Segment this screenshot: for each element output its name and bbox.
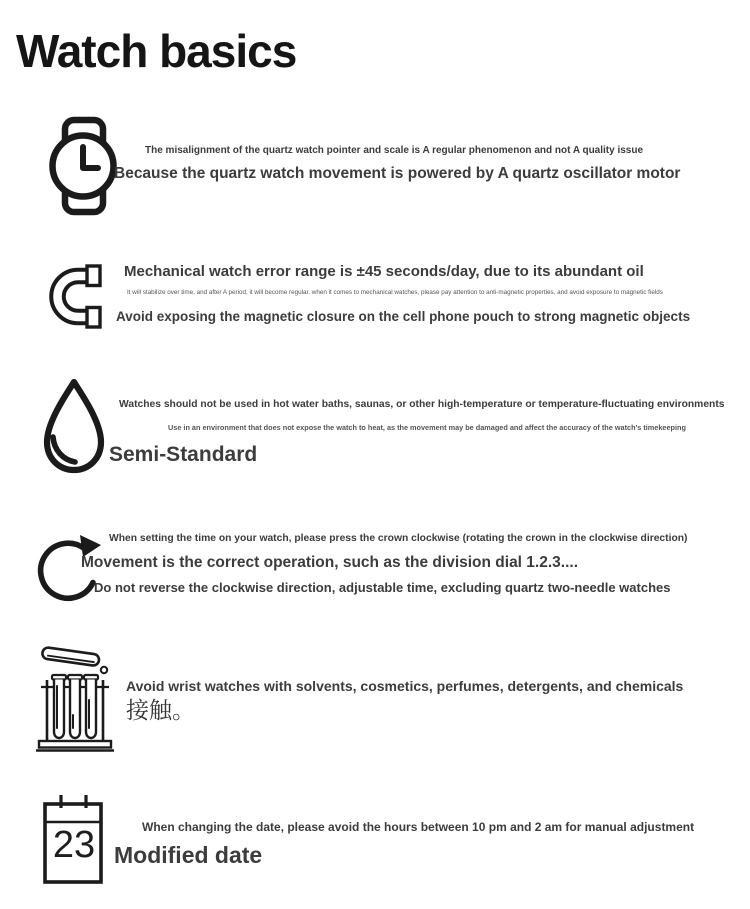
test-tubes-icon	[34, 642, 116, 754]
magnet-icon	[36, 262, 120, 332]
calendar-day-number: 23	[52, 824, 96, 866]
heat-warning-note: Watches should not be used in hot water baths, saunas, or other high-temperature or temperature-fluctuating environments	[119, 399, 725, 410]
water-drop-icon	[37, 376, 111, 478]
quartz-misalignment-note: The misalignment of the quartz watch pointer and scale is A regular phenomenon and not A quality issue	[145, 145, 644, 156]
contact-cjk-text: 接触。	[126, 697, 195, 723]
quartz-movement-note: Because the quartz watch movement is powered by A quartz oscillator motor	[114, 165, 681, 182]
no-reverse-note: Do not reverse the clockwise direction, adjustable time, excluding quartz two-needle watches	[94, 580, 671, 595]
semi-standard-label: Semi-Standard	[109, 443, 258, 466]
date-change-note: When changing the date, please avoid the hours between 10 pm and 2 am for manual adjustment	[142, 820, 695, 834]
magnet-stabilize-note: It will stabilize over time, and after A period, it will become regular. when it comes to mechanical watches, please pay attention to anti-magnetic properties, and avoid exposure to magnetic fields	[127, 289, 663, 296]
magnet-avoid-note: Avoid exposing the magnetic closure on the cell phone pouch to strong magnetic objects	[116, 309, 691, 324]
page-title: Watch basics	[16, 25, 297, 77]
movement-operation-note: Movement is the correct operation, such as the division dial 1.2.3....	[81, 554, 578, 571]
modified-date-label: Modified date	[114, 842, 263, 868]
chemicals-warning-note: Avoid wrist watches with solvents, cosmetics, perfumes, detergents, and chemicals	[126, 678, 684, 694]
heat-usage-note: Use in an environment that does not expose the watch to heat, as the movement may be damaged and affect the accuracy of the watch's timekeeping	[168, 423, 686, 432]
crown-clockwise-note: When setting the time on your watch, please press the crown clockwise (rotating the crown in the clockwise direction)	[109, 533, 688, 544]
magnet-error-range-note: Mechanical watch error range is ±45 seconds/day, due to its abundant oil	[124, 263, 644, 280]
